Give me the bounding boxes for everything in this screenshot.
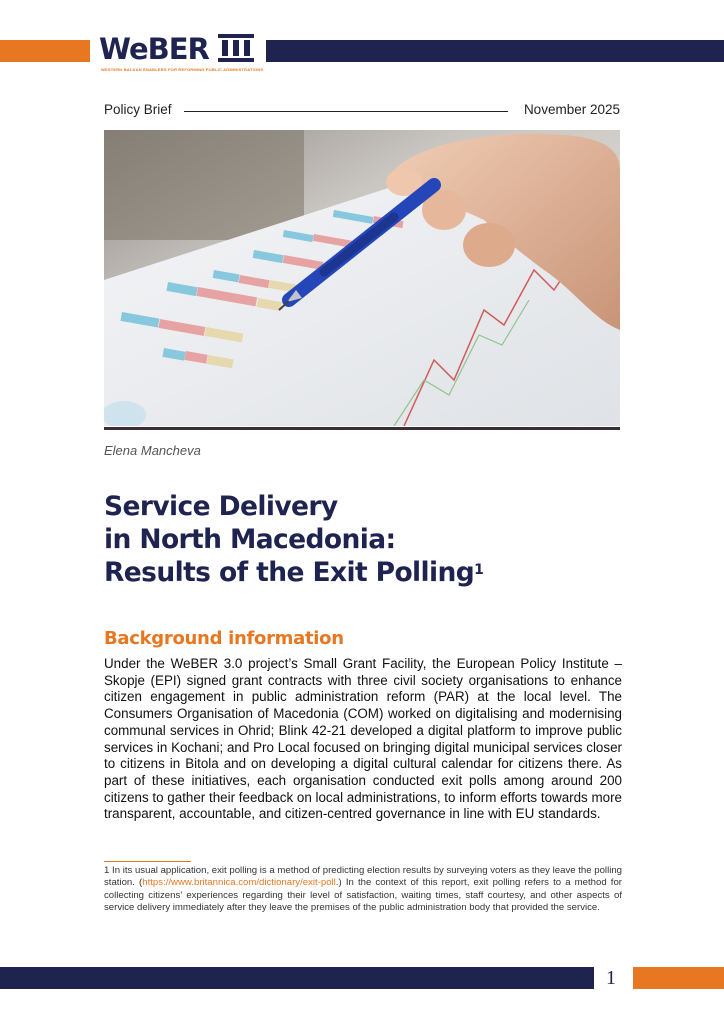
page-title	[104, 490, 624, 589]
title-line-1: Service Delivery	[104, 491, 338, 522]
author-name: Elena Mancheva	[104, 443, 201, 458]
section-heading: Background information	[104, 628, 344, 649]
image-underline	[104, 427, 620, 430]
logo-tagline: WESTERN BALKAN ENABLERS FOR REFORMING PUBLIC ADMINISTRATIONS	[101, 67, 264, 72]
bottom-navy-bar	[0, 967, 594, 989]
doc-date: November 2025	[523, 102, 620, 117]
title-footnote-ref[interactable]: 1	[474, 562, 484, 578]
doc-type: Policy Brief	[104, 102, 172, 117]
chart-and-pen-photo-icon	[104, 130, 620, 426]
page-number: 1	[606, 967, 616, 989]
footnote	[104, 865, 622, 915]
top-orange-bar	[0, 40, 90, 62]
title-line-3-text: Results of the Exit Polling	[104, 557, 475, 588]
weber-logo	[99, 30, 264, 76]
header-rule	[184, 111, 508, 112]
hero-image	[104, 130, 620, 426]
logo-wordmark: WeBER	[99, 32, 209, 66]
title-line-3	[104, 556, 624, 589]
footnote-number: 1	[104, 865, 110, 876]
footnote-link[interactable]: https://www.britannica.com/dictionary/exit-poll	[142, 877, 336, 889]
bottom-orange-bar	[633, 967, 724, 989]
footnote-text-before: In its usual application, exit polling is a method of predicting election results by surveying voters as they leave the polling station. (	[104, 865, 622, 889]
title-line-2: in North Macedonia:	[104, 524, 396, 555]
footnote-text-after: .) In the context of this report, exit polling refers to a method for collecting citizens’ experiences regarding their level of satisfaction, waiting times, staff courtesy, and other aspects of service delivery immediately after they leave the premises of the public administration body that provided the service.	[104, 877, 622, 914]
pillars-icon	[218, 34, 254, 62]
top-navy-bar	[266, 40, 724, 62]
footnote-rule	[104, 861, 191, 862]
section-body: Under the WeBER 3.0 project’s Small Grant Facility, the European Policy Institute – Skopje (EPI) signed grant contracts with three civil society organisations to enhance citizen engagement in public administration reform (PAR) at the local level. The Consumers Organisation of Macedonia (COM) worked on digitalising and modernising communal services in Ohrid; Blink 42-21 developed a digital platform to improve public services in Kochani; and Pro Local focused on bringing digital municipal services closer to citizens in Bitola and on developing a digital cultural calendar for citizens there. As part of these initiatives, each organisation conducted exit polls among around 200 citizens to gather their feedback on local administrations, to inform efforts towards more transparent, accountable, and citizen-centred governance in line with EU standards.	[104, 656, 622, 822]
header-row	[104, 102, 620, 120]
